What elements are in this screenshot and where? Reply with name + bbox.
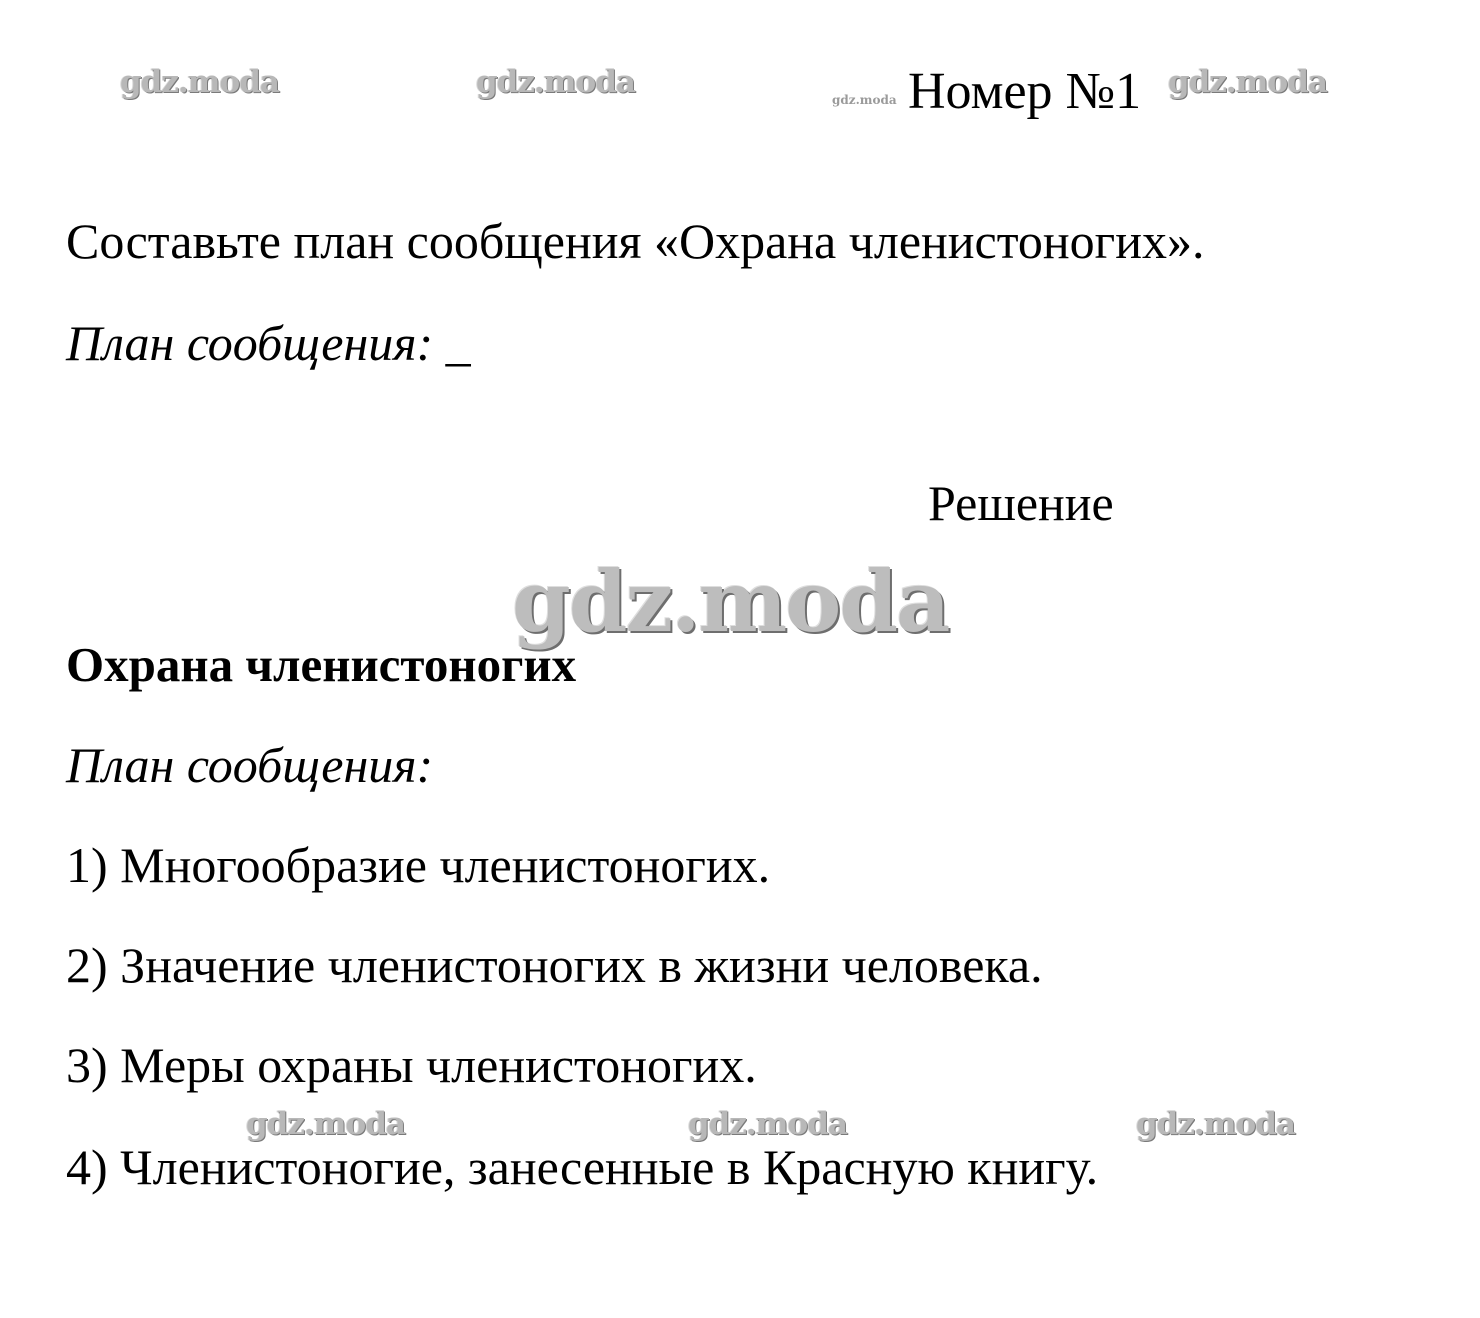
plan-item: 3) Меры охраны членистоногих. [66, 1037, 757, 1093]
task-answer-label: План сообщения: _ [66, 315, 471, 371]
plan-item: 1) Многообразие членистоногих. [66, 837, 771, 893]
plan-item: 4) Членистоногие, занесенные в Красную книгу. [66, 1139, 1099, 1195]
watermark-logo: gdz.moda [688, 1106, 847, 1142]
page-title: Номер №1 [908, 63, 1142, 120]
watermark-logo: gdz.moda [1136, 1106, 1295, 1142]
watermark-logo: gdz.moda [476, 64, 635, 100]
watermark-logo: gdz.moda [832, 93, 897, 107]
watermark-logo: gdz.moda [246, 1106, 405, 1142]
watermark-logo: gdz.moda [1168, 64, 1327, 100]
watermark-logo: gdz.moda [120, 64, 279, 100]
task-text: Составьте план сообщения «Охрана членистоногих». [66, 213, 1205, 269]
plan-item: 2) Значение членистоногих в жизни человека. [66, 937, 1043, 993]
watermark-logo-large: gdz.moda [512, 552, 949, 651]
solution-title: Охрана членистоногих [66, 637, 577, 692]
solution-label: Решение [928, 475, 1114, 531]
plan-label: План сообщения: [66, 737, 434, 793]
